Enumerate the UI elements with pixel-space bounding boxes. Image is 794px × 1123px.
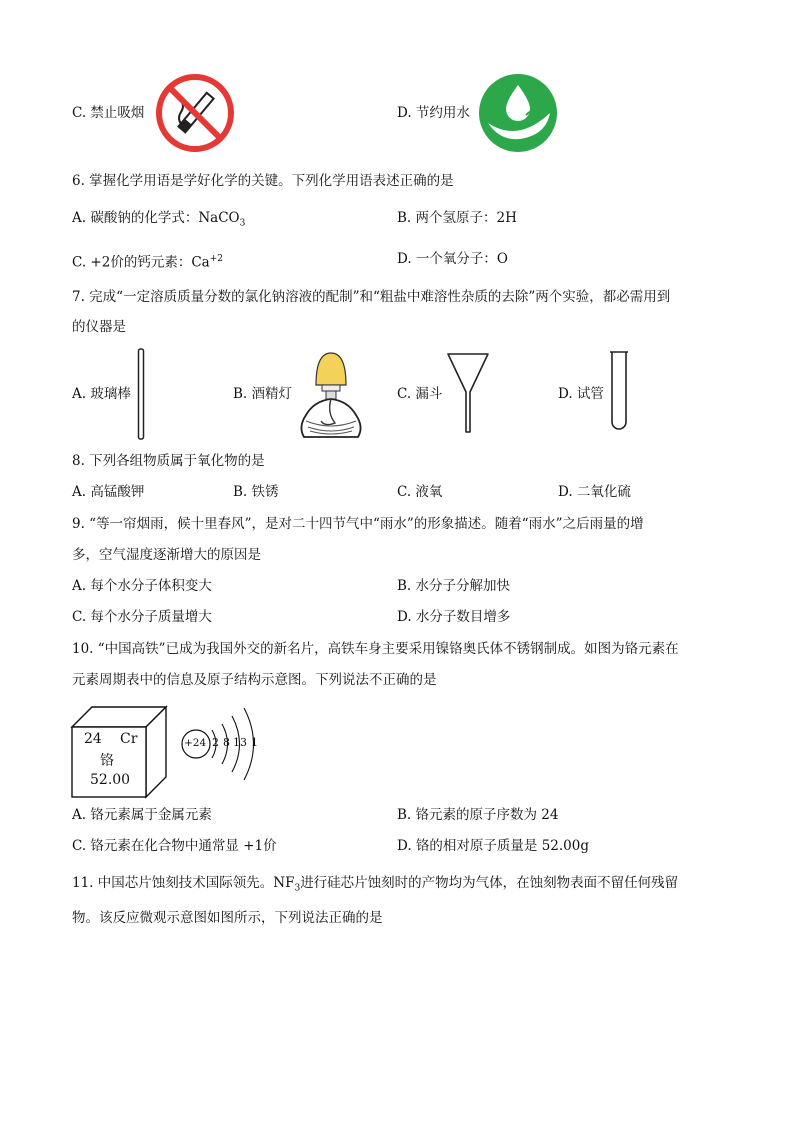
q9-option-b: B. 水分子分解加快 — [397, 578, 511, 594]
q9-option-d: D. 水分子数目增多 — [397, 609, 511, 625]
q6-option-b: B. 两个氢原子：2H — [397, 210, 517, 226]
q7-option-d: D. 试管 — [558, 386, 604, 402]
atomic-structure-diagram — [178, 704, 264, 784]
element-symbol: Cr — [120, 731, 138, 747]
periodic-table-cell — [70, 705, 170, 799]
q8-option-c: C. 液氧 — [397, 484, 443, 500]
q9-option-a: A. 每个水分子体积变大 — [72, 578, 212, 594]
q8-option-d: D. 二氧化硫 — [558, 484, 631, 500]
q8-option-b: B. 铁锈 — [233, 484, 279, 500]
atomic-mass: 52.00 — [90, 772, 131, 788]
q7-stem-line2: 的仪器是 — [72, 319, 126, 335]
shell-4-electrons: 1 — [251, 736, 258, 749]
q10-option-c: C. 铬元素在化合物中通常显 +1价 — [72, 838, 277, 854]
q10-option-d: D. 铬的相对原子质量是 52.00g — [397, 838, 590, 854]
nucleus-charge: +24 — [184, 737, 207, 749]
q10-stem-line2: 元素周期表中的信息及原子结构示意图。下列说法不正确的是 — [72, 672, 437, 688]
q7-option-b: B. 酒精灯 — [233, 386, 293, 402]
q9-stem-line2: 多，空气湿度逐渐增大的原因是 — [72, 547, 261, 563]
q11-stem-line2: 物。该反应微观示意图如图所示，下列说法正确的是 — [72, 910, 383, 926]
q10-option-a: A. 铬元素属于金属元素 — [72, 807, 212, 823]
element-name: 铬 — [100, 753, 114, 769]
shell-3-electrons: 13 — [233, 736, 247, 749]
q9-option-c: C. 每个水分子质量增大 — [72, 609, 212, 625]
funnel-icon — [446, 352, 490, 434]
q10-option-b: B. 铬元素的原子序数为 24 — [397, 807, 559, 823]
q6-option-d: D. 一个氧分子：O — [397, 251, 508, 267]
no-smoking-icon — [154, 72, 236, 154]
q9-stem-line1: 9. “等一帘烟雨，候十里春风”，是对二十四节气中“雨水”的形象描述。随着“雨水”之后雨量的增 — [72, 516, 644, 532]
q8-option-a: A. 高锰酸钾 — [72, 484, 145, 500]
q7-option-c: C. 漏斗 — [397, 386, 443, 402]
q11-stem-line1: 11. 中国芯片蚀刻技术国际领先。$NF_3$进行硅芯片蚀刻时的产物均为气体，在蚀刻物表面不留任何残留 — [72, 875, 679, 894]
water-saving-icon — [478, 73, 558, 153]
test-tube-icon — [608, 350, 630, 434]
q8-stem: 8. 下列各组物质属于氧化物的是 — [72, 453, 265, 469]
q10-stem-line1: 10. “中国高铁”已成为我国外交的新名片，高铁车身主要采用镍铬奥氏体不锈钢制成。如图为铬元素在 — [72, 641, 679, 657]
q7-stem-line1: 7. 完成“一定溶质质量分数的氯化钠溶液的配制”和“粗盐中难溶性杂质的去除”两个实验，都必需用到 — [72, 289, 671, 305]
q6-stem: 6. 掌握化学用语是学好化学的关键。下列化学用语表述正确的是 — [72, 173, 454, 189]
q5-option-d: D. 节约用水 — [397, 105, 470, 121]
q5-option-c: C. 禁止吸烟 — [72, 105, 145, 121]
atomic-number: 24 — [84, 731, 102, 747]
shell-1-electrons: 2 — [212, 736, 219, 749]
q6-option-c: C. +2价的钙元素：$Ca^{+2}$ — [72, 254, 223, 271]
alcohol-lamp-icon — [296, 349, 366, 441]
q6-option-a: A. 碳酸钠的化学式：NaCO$_3$ — [72, 210, 246, 229]
glass-rod-icon — [137, 348, 145, 440]
q7-option-a: A. 玻璃棒 — [72, 386, 131, 402]
shell-2-electrons: 8 — [223, 736, 230, 749]
